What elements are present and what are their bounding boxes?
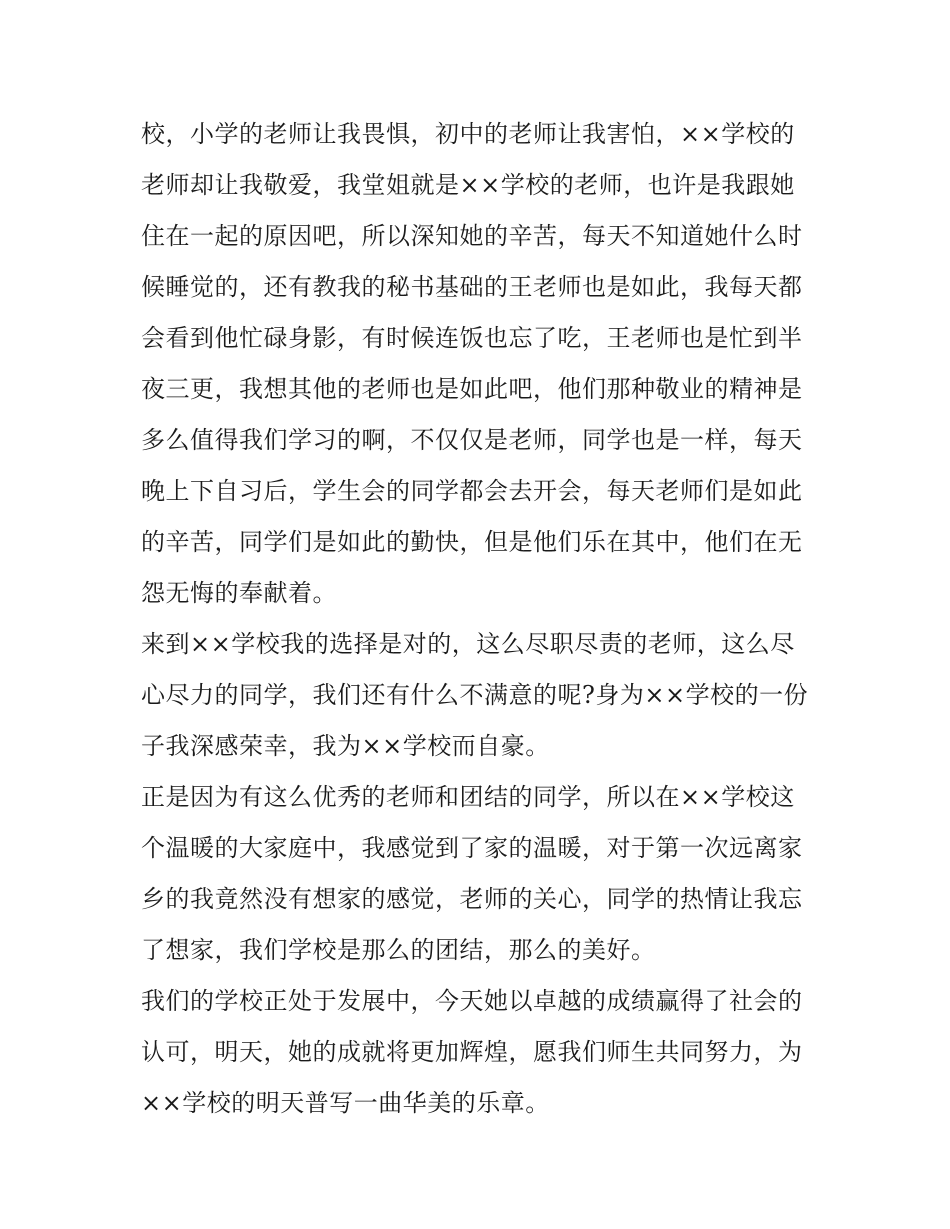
- text-line: 了想家，我们学校是那么的团结，那么的美好。: [141, 936, 656, 964]
- text-line: 子我深感荣幸，我为××学校而自豪。: [141, 732, 550, 760]
- text-line: 校，小学的老师让我畏惧，初中的老师让我害怕，××学校的: [141, 120, 795, 148]
- paragraph: [141, 619, 813, 772]
- text-line: 候睡觉的，还有教我的秘书基础的王老师也是如此，我每天都: [141, 273, 803, 301]
- paragraph: [141, 109, 813, 619]
- text-line: 夜三更，我想其他的老师也是如此吧，他们那种敬业的精神是: [141, 375, 803, 403]
- text-line: 来到××学校我的选择是对的，这么尽职尽责的老师，这么尽: [141, 630, 795, 658]
- document-body: [141, 109, 813, 1129]
- text-line: 怨无悔的奉献着。: [141, 579, 337, 607]
- text-line: 乡的我竟然没有想家的感觉，老师的关心，同学的热情让我忘: [141, 885, 803, 913]
- text-line: 认可，明天，她的成就将更加辉煌，愿我们师生共同努力，为: [141, 1038, 803, 1066]
- text-line: 的辛苦，同学们是如此的勤快，但是他们乐在其中，他们在无: [141, 528, 803, 556]
- text-line: ××学校的明天普写一曲华美的乐章。: [141, 1089, 550, 1117]
- text-line: 心尽力的同学，我们还有什么不满意的呢?身为××学校的一份: [141, 681, 809, 709]
- text-line: 正是因为有这么优秀的老师和团结的同学，所以在××学校这: [141, 783, 795, 811]
- text-line: 我们的学校正处于发展中，今天她以卓越的成绩赢得了社会的: [141, 987, 803, 1015]
- text-line: 个温暖的大家庭中，我感觉到了家的温暖，对于第一次远离家: [141, 834, 803, 862]
- paragraph: [141, 772, 813, 976]
- text-line: 住在一起的原因吧，所以深知她的辛苦，每天不知道她什么时: [141, 222, 803, 250]
- text-line: 晚上下自习后，学生会的同学都会去开会，每天老师们是如此: [141, 477, 803, 505]
- text-line: 会看到他忙碌身影，有时候连饭也忘了吃，王老师也是忙到半: [141, 324, 803, 352]
- text-line: 老师却让我敬爱，我堂姐就是××学校的老师，也许是我跟她: [141, 171, 795, 199]
- text-line: 多么值得我们学习的啊，不仅仅是老师，同学也是一样，每天: [141, 426, 803, 454]
- paragraph: [141, 976, 813, 1129]
